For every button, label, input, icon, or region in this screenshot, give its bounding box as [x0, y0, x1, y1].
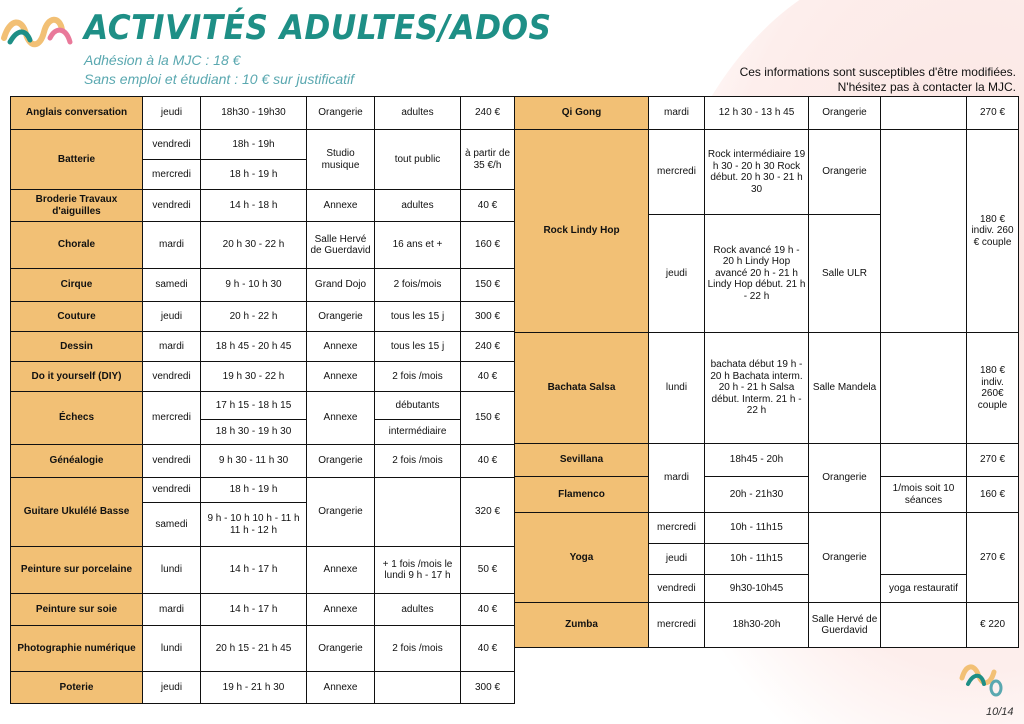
time-cell: 18h45 - 20h — [705, 444, 809, 477]
price-cell: 50 € — [461, 547, 515, 594]
price-cell: 180 € indiv. 260€ couple — [967, 333, 1019, 444]
price-cell: 40 € — [461, 594, 515, 626]
activities-table-right — [514, 96, 1019, 648]
time-cell: 20 h 30 - 22 h — [201, 222, 307, 269]
activity-name: Couture — [11, 302, 143, 332]
day-cell: jeudi — [649, 544, 705, 575]
activity-name: Bachata Salsa — [515, 333, 649, 444]
table-row — [11, 626, 515, 672]
mjc-logo-icon — [0, 8, 80, 56]
time-cell: 18 h 30 - 19 h 30 — [201, 420, 307, 445]
time-cell: 9 h - 10 h 30 — [201, 269, 307, 302]
day-cell: vendredi — [143, 130, 201, 160]
disclaimer-line-1: Ces informations sont susceptibles d'être modifiées. — [739, 65, 1016, 79]
page-title: ACTIVITÉS ADULTES/ADOS — [84, 8, 552, 48]
day-cell: jeudi — [143, 302, 201, 332]
price-cell: 300 € — [461, 302, 515, 332]
day-cell: jeudi — [143, 97, 201, 130]
public-cell: adultes — [375, 594, 461, 626]
table-row — [515, 477, 1019, 513]
adhesion-text: Adhésion à la MJC : 18 € — [84, 52, 241, 68]
price-cell: € 220 — [967, 603, 1019, 648]
time-cell: 9h30-10h45 — [705, 575, 809, 603]
day-cell: samedi — [143, 503, 201, 547]
place-cell: Salle Hervé de Guerdavid — [307, 222, 375, 269]
activity-name: Batterie — [11, 130, 143, 190]
place-cell: Annexe — [307, 392, 375, 445]
mjc-logo-small-icon — [958, 656, 1004, 698]
day-cell: mardi — [649, 97, 705, 130]
table-row — [515, 130, 1019, 215]
time-cell: 10h - 11h15 — [705, 544, 809, 575]
time-cell: 18h30-20h — [705, 603, 809, 648]
table-row — [11, 130, 515, 160]
price-cell: 300 € — [461, 672, 515, 704]
day-cell: mercredi — [143, 160, 201, 190]
day-cell: lundi — [143, 547, 201, 594]
time-cell: Rock avancé 19 h - 20 h Lindy Hop avancé 20 h - 21 h Lindy Hop début. 21 h - 22 h — [705, 215, 809, 333]
public-cell: 2 fois/mois — [375, 269, 461, 302]
public-cell: tous les 15 j — [375, 302, 461, 332]
table-row — [11, 594, 515, 626]
day-cell: vendredi — [649, 575, 705, 603]
price-cell: 180 € indiv. 260 € couple — [967, 130, 1019, 333]
activities-table-left — [10, 96, 515, 704]
reduced-price-text: Sans emploi et étudiant : 10 € sur justificatif — [84, 71, 355, 87]
activity-name: Broderie Travaux d'aiguilles — [11, 190, 143, 222]
public-cell — [375, 478, 461, 547]
day-cell: mardi — [649, 444, 705, 513]
day-cell: mardi — [143, 594, 201, 626]
disclaimer-line-2: N'hésitez pas à contacter la MJC. — [837, 80, 1016, 94]
price-cell: 160 € — [461, 222, 515, 269]
activity-name: Yoga — [515, 513, 649, 603]
table-row — [515, 603, 1019, 648]
table-row — [11, 672, 515, 704]
price-cell: à partir de 35 €/h — [461, 130, 515, 190]
place-cell: Annexe — [307, 594, 375, 626]
public-cell: 2 fois /mois — [375, 362, 461, 392]
place-cell: Grand Dojo — [307, 269, 375, 302]
table-row — [11, 362, 515, 392]
price-cell: 150 € — [461, 269, 515, 302]
activity-name: Photographie numérique — [11, 626, 143, 672]
time-cell: 20 h 15 - 21 h 45 — [201, 626, 307, 672]
time-cell: Rock intermédiaire 19 h 30 - 20 h 30 Rock début. 20 h 30 - 21 h 30 — [705, 130, 809, 215]
table-row — [11, 547, 515, 594]
place-cell: Orangerie — [307, 626, 375, 672]
time-cell: bachata début 19 h - 20 h Bachata interm. 20 h - 21 h Salsa début. Interm. 21 h - 22 h — [705, 333, 809, 444]
activity-name: Rock Lindy Hop — [515, 130, 649, 333]
activity-name: Flamenco — [515, 477, 649, 513]
day-cell: mardi — [143, 222, 201, 269]
price-cell: 40 € — [461, 626, 515, 672]
price-cell: 160 € — [967, 477, 1019, 513]
public-cell: adultes — [375, 97, 461, 130]
day-cell: mercredi — [143, 392, 201, 445]
public-cell — [881, 444, 967, 477]
public-cell: yoga restauratif — [881, 575, 967, 603]
day-cell: vendredi — [143, 362, 201, 392]
activity-name: Sevillana — [515, 444, 649, 477]
price-cell: 240 € — [461, 332, 515, 362]
public-cell: 16 ans et + — [375, 222, 461, 269]
table-row — [515, 513, 1019, 544]
table-row — [11, 222, 515, 269]
activity-name: Guitare Ukulélé Basse — [11, 478, 143, 547]
price-cell: 320 € — [461, 478, 515, 547]
activity-name: Qi Gong — [515, 97, 649, 130]
price-cell: 40 € — [461, 362, 515, 392]
public-cell — [881, 603, 967, 648]
place-cell: Orangerie — [809, 97, 881, 130]
table-row — [11, 97, 515, 130]
public-cell: adultes — [375, 190, 461, 222]
activity-name: Zumba — [515, 603, 649, 648]
place-cell: Annexe — [307, 672, 375, 704]
time-cell: 18 h - 19 h — [201, 160, 307, 190]
activity-name: Peinture sur soie — [11, 594, 143, 626]
table-row — [11, 302, 515, 332]
day-cell: mercredi — [649, 130, 705, 215]
time-cell: 20 h - 22 h — [201, 302, 307, 332]
time-cell: 14 h - 18 h — [201, 190, 307, 222]
table-row — [515, 333, 1019, 444]
place-cell: Annexe — [307, 332, 375, 362]
time-cell: 9 h - 10 h 10 h - 11 h 11 h - 12 h — [201, 503, 307, 547]
table-row — [11, 190, 515, 222]
place-cell: Orangerie — [307, 302, 375, 332]
price-cell: 270 € — [967, 444, 1019, 477]
public-cell — [375, 672, 461, 704]
activity-name: Chorale — [11, 222, 143, 269]
activity-name: Dessin — [11, 332, 143, 362]
place-cell: Salle Hervé de Guerdavid — [809, 603, 881, 648]
place-cell: Orangerie — [307, 97, 375, 130]
time-cell: 18 h 45 - 20 h 45 — [201, 332, 307, 362]
time-cell: 18h30 - 19h30 — [201, 97, 307, 130]
price-cell: 40 € — [461, 190, 515, 222]
public-cell: + 1 fois /mois le lundi 9 h - 17 h — [375, 547, 461, 594]
place-cell: Studio musique — [307, 130, 375, 190]
public-cell — [881, 130, 967, 333]
place-cell: Salle Mandela — [809, 333, 881, 444]
place-cell: Orangerie — [809, 444, 881, 513]
time-cell: 17 h 15 - 18 h 15 — [201, 392, 307, 420]
place-cell: Orangerie — [809, 130, 881, 215]
public-cell: intermédiaire — [375, 420, 461, 445]
public-cell — [881, 513, 967, 575]
place-cell: Salle ULR — [809, 215, 881, 333]
day-cell: jeudi — [649, 215, 705, 333]
place-cell: Annexe — [307, 362, 375, 392]
place-cell: Orangerie — [809, 513, 881, 603]
public-cell: tous les 15 j — [375, 332, 461, 362]
table-row — [515, 97, 1019, 130]
activity-name: Peinture sur porcelaine — [11, 547, 143, 594]
time-cell: 14 h - 17 h — [201, 547, 307, 594]
place-cell: Orangerie — [307, 445, 375, 478]
table-row — [11, 332, 515, 362]
time-cell: 19 h - 21 h 30 — [201, 672, 307, 704]
day-cell: lundi — [143, 626, 201, 672]
time-cell: 18h - 19h — [201, 130, 307, 160]
day-cell: vendredi — [143, 190, 201, 222]
time-cell: 12 h 30 - 13 h 45 — [705, 97, 809, 130]
day-cell: jeudi — [143, 672, 201, 704]
public-cell: 1/mois soit 10 séances — [881, 477, 967, 513]
price-cell: 40 € — [461, 445, 515, 478]
time-cell: 9 h 30 - 11 h 30 — [201, 445, 307, 478]
time-cell: 19 h 30 - 22 h — [201, 362, 307, 392]
activity-name: Généalogie — [11, 445, 143, 478]
table-row — [11, 445, 515, 478]
day-cell: mercredi — [649, 603, 705, 648]
activity-name: Poterie — [11, 672, 143, 704]
public-cell: débutants — [375, 392, 461, 420]
activity-name: Cirque — [11, 269, 143, 302]
time-cell: 18 h - 19 h — [201, 478, 307, 503]
day-cell: mercredi — [649, 513, 705, 544]
public-cell — [881, 97, 967, 130]
time-cell: 10h - 11h15 — [705, 513, 809, 544]
activity-name: Échecs — [11, 392, 143, 445]
day-cell: mardi — [143, 332, 201, 362]
table-row — [11, 478, 515, 503]
public-cell: tout public — [375, 130, 461, 190]
price-cell: 270 € — [967, 513, 1019, 603]
table-row — [11, 392, 515, 420]
place-cell: Annexe — [307, 190, 375, 222]
activity-name: Do it yourself (DIY) — [11, 362, 143, 392]
day-cell: vendredi — [143, 445, 201, 478]
day-cell: lundi — [649, 333, 705, 444]
time-cell: 14 h - 17 h — [201, 594, 307, 626]
table-row — [515, 444, 1019, 477]
time-cell: 20h - 21h30 — [705, 477, 809, 513]
price-cell: 270 € — [967, 97, 1019, 130]
public-cell — [881, 333, 967, 444]
place-cell: Orangerie — [307, 478, 375, 547]
page-number: 10/14 — [986, 706, 1014, 718]
price-cell: 240 € — [461, 97, 515, 130]
table-row — [11, 269, 515, 302]
activity-name: Anglais conversation — [11, 97, 143, 130]
public-cell: 2 fois /mois — [375, 626, 461, 672]
place-cell: Annexe — [307, 547, 375, 594]
day-cell: samedi — [143, 269, 201, 302]
day-cell: vendredi — [143, 478, 201, 503]
price-cell: 150 € — [461, 392, 515, 445]
public-cell: 2 fois /mois — [375, 445, 461, 478]
